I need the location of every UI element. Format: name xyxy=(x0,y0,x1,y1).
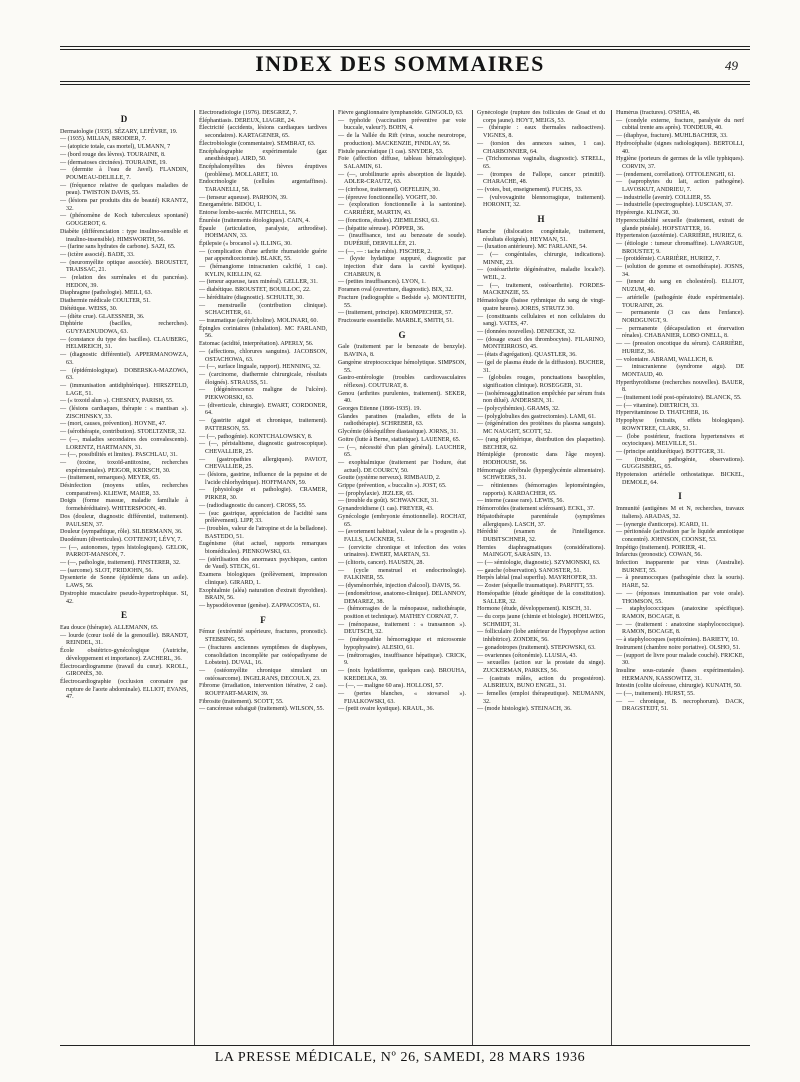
title-rule-inner xyxy=(60,84,750,85)
index-entry: Hérédité (examen de l'intelligence. DUBITSCHNER, 32. xyxy=(477,529,605,543)
section-letter: I xyxy=(678,491,682,502)
index-entry: — (clitoris, cancer). HAUSEN, 28. xyxy=(338,560,424,567)
index-entry: — (fréquence relative de quelques maladies de peau). TWISTON DAVIS, 55. xyxy=(60,182,188,197)
index-entry: — (lésions par produits dits de beauté) KRANTZ, 32. xyxy=(60,198,188,212)
index-entry: — — chronique, B. necrophorum). DACK, DRAGSTEDT, 51. xyxy=(616,698,744,713)
index-entry: — Zoster (séquelle traumatique). PARFITT, 55. xyxy=(477,583,594,590)
index-entry: — menstruelle (contribution clinique). SCHACHTER, 61. xyxy=(199,302,327,317)
index-entry: — (relation des surrénales et du pancréas). HEDON, 39. xyxy=(60,275,188,289)
index-entry: — (cirrhose, traitement). OEFELEIN, 30. xyxy=(338,187,440,194)
index-entry: — (atopicie totale, cas mortel), ULMANN, 7 xyxy=(60,144,171,151)
index-entry: — (dysménorrhée, injection d'alcool). DAVIS, 56. xyxy=(338,583,461,590)
index-entry: — (épidémiologique). DOBERSKA-MAZOWA, 63. xyxy=(60,367,188,382)
index-entry: — (diagnostic différentiel). APPERMANOWZA, 63. xyxy=(60,352,188,366)
index-entry: — permanente (3 cas dans l'enfance). NORDGUNGT, 9. xyxy=(616,310,744,324)
index-entry: — (luxation antérieure). MC FARLANE, 54. xyxy=(477,244,587,251)
index-entry: — permanente (décapsulation et énervation rénales). CHABANIER, LOBO ONELL, 8. xyxy=(616,325,744,340)
index-entry: Épaule (articulation, paralysie, arthrodèse). HOHMANN, 33. xyxy=(199,225,327,240)
index-entry: Goitre (lutte à Berne, statistique). LAUENER, 65. xyxy=(338,436,461,443)
index-entry: — (castrats mâles, action du progestéron). ALBRIEUX, BUNO ENGEL, 31. xyxy=(477,675,605,690)
index-entry: — (globules rouges, ponctuations basophiles, signification clinique). ROSEGGER, 31. xyxy=(477,375,605,389)
index-entry: — (kyste hydatique suppuré, diagnostic par injection d'air dans la cavité kystique). CHABRUN, 8. xyxy=(338,256,466,278)
index-entry: — (fonctions, études). ZIEMILESKI, 63. xyxy=(338,217,439,224)
index-entry: Herpès labial (mal superflu). MAYRHOFER, 33. xyxy=(477,575,597,582)
index-entry: — (stérilisation des anormaux psychiques, canton de Vaud). STECK, 61. xyxy=(199,556,327,571)
index-entry: Goutte (système nerveux). RIMBAUD, 2. xyxy=(338,475,441,482)
index-entry: — (— congénitales, chirurgie, indications). MINNE, 23. xyxy=(477,251,605,266)
index-entry: Examens biologiques (prélèvement, impression clinique). GIRARD, 1. xyxy=(199,572,327,586)
index-entry: Douleur (sympathique, rôle). SILBERMANN, 36. xyxy=(60,529,183,536)
index-entry: — (principe antidiurétique). BOTTGER, 31. xyxy=(616,448,725,455)
index-entry: Désinfection (moyens utiles, recherches comparatives). KLIEWE, MAIER, 33. xyxy=(60,483,188,497)
index-entry: — (ménopause, traitement : « transannon »). DEUTSCH, 32. xyxy=(338,621,466,636)
index-entry: — (lobe postérieur, fractions hypertensives et ocytociques). MELVILLE, 51. xyxy=(616,433,744,448)
index-entry: — exophtalmique (traitement par l'iodure, état actuel). DE COURCY, 50. xyxy=(338,459,466,474)
index-entry: — (neuromyélite optique associée). BROUSTET, TRAISSAC, 21. xyxy=(60,259,188,274)
index-entry: Hémorragie cérébrale (hyperglycémie alimentaire). SCHWEERS, 31. xyxy=(477,467,605,482)
index-entry: — cancéreuse subaiguë (traitement). WILSON, 55. xyxy=(199,706,325,713)
section-letter: E xyxy=(120,610,127,621)
index-entry: — (gastropathies allergiques). PAVIOT, CHEVALLIER, 25. xyxy=(199,456,327,471)
index-entry: — (trouble du goût). SCHWANCKE, 31. xyxy=(338,498,439,505)
index-entry: — (constituants cellulaires et non cellulaires du sang). YATES, 47. xyxy=(477,313,605,328)
index-entry: — (constance du type des bacilles). CLAUBERG, HELMREICH, 31. xyxy=(60,336,188,351)
index-entry: — (trouble, pathogénie, observations). GUGGISBERG, 65. xyxy=(616,456,744,471)
index-entry: Gangrène streptococcique hémolytique. SIMPSON, 55. xyxy=(338,359,466,374)
index-entry: — (—, urobilinurie après absorption de liquide). ADLER-CRAUTZ, 63. xyxy=(338,171,466,186)
index-entry: — (— vitamine). DIETRICH, 33. xyxy=(616,402,699,409)
index-entry: — — (traitement : anatoxine staphylococcique). RAMON, BOCAGE, 8. xyxy=(616,621,744,636)
index-entry: Gynécologie (rupture des follicules de Graaf et du corps jaune). HOYT, MEIGS, 53. xyxy=(477,110,605,124)
index-entry: Hémiplégie (pronostic dans l'âge moyen). HODHOUSE, 56. xyxy=(477,452,605,466)
index-entry: Fibrosite (traitement). SCOTT, 55. xyxy=(199,698,284,705)
index-entry: — (condyle externe, fracture, paralysie du nerf cubital trente ans après). TONDEUR, 40. xyxy=(616,117,744,132)
index-entry: École obstétrico-gynécologique (Autriche, développement et importance). ZACHERL, 36. xyxy=(60,648,188,662)
index-entry: Hanche (dislocation congénitale, traitement, résultats éloignés). HEYMAN, 51. xyxy=(477,228,605,243)
title-rule xyxy=(60,81,750,82)
index-entry: — (ictère associé). BADE, 33. xyxy=(60,251,135,258)
index-entry: Glycémie (déséquilibre diastasique). JORNS, 31. xyxy=(338,429,458,436)
index-entry: — du corps jaune (chimie et biologie). HOHLWEG, SCHMIDT, 31. xyxy=(477,614,605,628)
index-entry: Foie (affection diffuse, tableau hématologique). SALAMIN, 61. xyxy=(338,156,466,170)
index-entry: Foramen oval (ouverture, diagnostic). BIX, 32. xyxy=(338,287,453,294)
page-title: INDEX DES SOMMAIRES xyxy=(255,51,545,76)
section-letter: H xyxy=(537,214,545,225)
index-entry: Fémur (extrémité supérieure, fractures, pronostic). STEBBING, 55. xyxy=(199,629,327,644)
index-entry: — (radiodiagnostic du cancer). CROSS, 55. xyxy=(199,502,307,509)
index-entry: Insuline sous-cutanée (bases expérimentales). HERMANN, KASSOWITZ, 31. xyxy=(616,667,744,682)
index-entry: — (teneur du sang en cholestérol). ELLIOT, NUZUM, 40. xyxy=(616,279,744,294)
index-entry: Hypotension artérielle orthostatique. BICKEL, DEMOLE, 64. xyxy=(616,472,744,486)
index-entry: Dos (douleur, diagnostic différentiel, traitement). PAULSEN, 37. xyxy=(60,513,188,528)
index-entry: — (—, traitement). HURST, 55. xyxy=(616,691,695,698)
index-entry: — (insuffisance, test au benzoate de soude). DUPÉRIÉ, DERVILLÉE, 21. xyxy=(338,233,466,247)
index-entry: — (protidémie). CARRIÈRE, HURIEZ, 7. xyxy=(616,256,721,263)
index-entry: Encéphalographie expérimentale (gaz anesthésique). AIRD, 50. xyxy=(199,148,327,163)
index-entry: — (physiologie et pathologie). CRAMER, PIRKER, 30. xyxy=(199,487,327,502)
bottom-rule xyxy=(60,1045,750,1046)
index-entry: — (traitement iodé post-opératoire). BLANCK, 55. xyxy=(616,395,742,402)
index-entry: — (gel de plasma étude de la diffusion). BUCHER, 31. xyxy=(477,359,605,374)
index-entry: — (—, nécessité d'un plan général). LAUCHER, 65. xyxy=(338,444,466,459)
index-entry: — (mort, causes, prévention). HOYNE, 47. xyxy=(60,421,167,428)
index-entry: Gastro-entérologie (troubles cardiovasculaires réflexes). COUTURAT, 8. xyxy=(338,375,466,389)
index-entry: — (dermatoses circinées). TOURAINE, 19. xyxy=(60,159,167,166)
index-entry: — (endométriose, anatomo-clinique). DELANNOY, DEMAREZ, 38. xyxy=(338,590,466,605)
index-entry: Électrobiologie (commentaire). SEMBRAT, 63. xyxy=(199,140,316,147)
index-entry: Intestin (colite ulcéreuse, chirurgie). KUNATH, 50. xyxy=(616,683,742,690)
index-entry: — industrielle (spectrographie). LUSCIAN, 37. xyxy=(616,202,733,209)
index-entry: — (traitement, remarques). MEYER, 65. xyxy=(60,475,160,482)
index-entry: — typhoïde (vaccination préventive par voie buccale, valeur?). BOHN, 4. xyxy=(338,117,466,132)
index-entry: — à pneumocoques (pathogénie chez la souris). HARE, 52. xyxy=(616,575,744,590)
index-entry: — (régénération des protéines du plasma sanguin). MC NAUGHT, SCOTT, 52. xyxy=(477,421,605,436)
index-entry: — (— sémiologie, diagnostic). SZYMONSKI, 63. xyxy=(477,560,601,567)
index-entry: — (—, autonomes, types histologiques). GELOK, PARROT-MANSON, 7. xyxy=(60,544,188,559)
index-entry: — (hépatite séreuse). PÖPPER, 36. xyxy=(338,225,425,232)
index-entry: — staphylococciques (anatoxine spécifique). RAMON, BOCAGE, 8. xyxy=(616,606,744,620)
page-number: 49 xyxy=(725,58,738,73)
index-entry: — folliculaire (lobe antérieur de l'hypophyse action inhibitrice). ZONDEK, 56. xyxy=(477,629,605,644)
index-entry: — lourde (cœur isolé de la grenouille). BRANDT, REINDEL, 31. xyxy=(60,632,188,647)
index-entry: Grippe (prévention, « buccalin »). JOST, 65. xyxy=(338,483,447,490)
index-entry: — (teneur aqueuse, taux minéral). GELLER, 31. xyxy=(199,279,318,286)
index-entry: — (trompes de Fallope, cancer primitif). CHARACHE, 48. xyxy=(477,171,605,186)
index-column-1 xyxy=(60,110,188,1045)
index-entry: — (1935). MILIAN, BRODIER, 7. xyxy=(60,136,147,143)
index-entry: — (étiologie : tumeur chromaffine). LAVARGUE, BROUSTET, 9. xyxy=(616,240,744,255)
section-letter: G xyxy=(398,329,406,340)
index-entry: Gale (traitement par le benzoate de benzyle). BAVINA, 8. xyxy=(338,344,466,359)
index-entry: — (noix hydatiforme, quelques cas). BROUHA, KREDELKA, 39. xyxy=(338,667,466,682)
index-entry: Électricité (accidents, lésions cardiaques tardives secondaires). KARTAGENER, 65. xyxy=(199,125,327,140)
index-entry: — (avortement habituel, valeur de la « progestin »). FALLS, LACKNER, 51. xyxy=(338,529,466,543)
index-entry: Georges Etienne (1866-1935). 19. xyxy=(338,406,421,413)
index-entry: — (sarcome). SLOT, FRIDJOHN, 56. xyxy=(60,567,153,574)
index-entry: Gynécologie (embryonie émotionnelle). ROCHAT, 65. xyxy=(338,513,466,528)
index-entry: — (fractures anciennes symptômes de diaphyses, consolidation incomplète par ostéopathysme de Lobstein). DUVAL, 16. xyxy=(199,644,327,667)
index-entry: Eau douce (thérapie). ALLEMANN, 65. xyxy=(60,625,159,631)
index-entry: Fracture (radiographie « Bedside »). MONTEITH, 55. xyxy=(338,294,466,309)
index-entry: — (hémorragies de la ménopause, radiothérapie, position et technique). MATHEY CORNAT, 7. xyxy=(338,606,466,620)
index-entry: Électrocardiographie (occlusion coronaire par rupture de l'aorte abdominale). ELLIOT, EVANS, 47. xyxy=(60,678,188,701)
index-entry: Fièvre ganglionnaire lymphanoïde. GINGOLD, 63. xyxy=(338,110,464,116)
index-entry: Épingles coriniaires (inhalation). MC FARLAND, 56. xyxy=(199,325,327,340)
index-entry: — (prophylaxie). JEZLER, 65. xyxy=(338,490,414,497)
index-entry: — (support de livre pour malade couché). FRICKE, 30. xyxy=(616,652,744,667)
index-entry: — (dosage exact des thrombocytes). FILARINO, MONTEIRROSO, 45. xyxy=(477,336,605,351)
index-entry: — (cycle menstruel et endocrinologie). FALKINER, 55. xyxy=(338,567,466,582)
index-entry: — (isohémoagglutination empêchée par sérum frais non dilué). ANDERSEN, 31. xyxy=(477,390,605,405)
index-entry: — (cervicite chronique et infection des voies urinaires). EWERT, MARTAN, 53. xyxy=(338,544,466,559)
index-entry: — (vulvovaginite blennorragique, traitement). HORONIT, 32. xyxy=(477,194,605,209)
index-entry: — (« toxoid alun »). CHESNEY, PARISH, 55. xyxy=(60,398,174,405)
index-entry: — (mode histologie). STEINACH, 36. xyxy=(477,706,572,713)
column-separator xyxy=(611,110,612,1045)
index-entry: — héréditaire (diagnostic). SCHULTE, 30. xyxy=(199,294,304,301)
index-entry: Fibrome (irradiation, intervention itérative, 2 cas). ROUFFART-MARIN, 39. xyxy=(199,683,327,698)
index-entry: — (rang périphérique, distribution des plaquettes). BECHER, 62. xyxy=(477,436,605,451)
index-entry: — intracranienne (syndrome aigu). DE MONTAUD, 40. xyxy=(616,364,744,378)
index-entry: Instrument (chambre noire portative). OLSHO, 51. xyxy=(616,644,741,651)
index-entry: Hypophyse (extraits, effets biologiques). ROWNTREE, CLARK, 51. xyxy=(616,418,744,432)
index-entry: Gynandroïdisme (1 cas). FREYER, 43. xyxy=(338,506,434,513)
top-rule xyxy=(60,46,750,47)
index-entry: Éléphantiasis. DEREUX, LIAGRE, 24. xyxy=(199,117,296,124)
index-entry: — péritonéale (activation par le liquide amniotique concentré). JOHNSON, COONSE, 53. xyxy=(616,529,744,543)
column-separator xyxy=(194,110,195,1045)
index-entry: Hépatothérapie parentérale (symptômes allergiques). LASCH, 37. xyxy=(477,513,605,528)
index-entry: Hormone (étude, développement). KISCH, 31. xyxy=(477,606,592,613)
index-entry: — (—, pathologie, traitement). FINSTERER, 32. xyxy=(60,560,181,567)
index-entry: — — (réponses immunisation par voie orale). THOMSON, 55. xyxy=(616,590,744,605)
index-entry: Fistule pancréatique (1 cas). SNYDER, 53. xyxy=(338,148,444,155)
index-entry: — (gastrite aiguë et chronique, traitement). PATTERSON, 55. xyxy=(199,418,327,432)
index-entry: — (sérothérapie, contribution). STOELTZNER, 32. xyxy=(60,429,186,436)
index-entry: Endocrinologie (cellules argentaffines). TARANELLI, 58. xyxy=(199,179,327,194)
index-entry: Eugénisme (état actuel, rapports remarques biomédicales). PIENKOWSKI, 63. xyxy=(199,541,327,556)
index-entry: Hernies diaphragmatiques (considérations). MAINGOT, SARASIN, 13. xyxy=(477,544,605,559)
index-entry: — sexuelles (action sur la prostate du singe). ZUCKERMAN, PARKES, 56. xyxy=(477,660,605,674)
index-entry: Hypertension (azotémie). CARRIÈRE, HURIEZ, 6. xyxy=(616,233,743,240)
index-entry: — (synergie d'anticorps). ICARD, 11. xyxy=(616,521,709,528)
index-entry: — ovariennes (cétonémie). LLUSIA, 43. xyxy=(477,652,578,659)
index-entry: — (farine sans hydrates de carbone). SAZI, 65. xyxy=(60,244,176,251)
index-entry: — (données nouvelles). DENECKE, 32. xyxy=(477,328,576,335)
index-entry: — de la Vallée du Rift (virus, souche neurotrope, production). MACKENZIE, FINDLAY, 56. xyxy=(338,133,466,147)
index-column-5 xyxy=(616,110,744,1045)
index-entry: Hyperexcitabilité sexuelle (traitement, extrait de glande pinéale). HOFSTATTER, 16. xyxy=(616,217,744,232)
index-entry: Dystrophie musculaire pseudo-hypertrophique. SI, 42. xyxy=(60,590,188,605)
index-entry: — (complication d'une arthrite rhumatoïde guérie par appendicectomie). BLAKE, 55. xyxy=(199,248,327,263)
index-entry: Infection inapparente par virus (Australie). BURNET, 55. xyxy=(616,560,744,574)
index-entry: — (solution de gomme et osmothérapie). JOSNS, 34. xyxy=(616,264,744,278)
index-entry: — artérielle (pathogénie étude expérimentale). TOURAINE, 26. xyxy=(616,294,744,309)
index-entry: — (états d'agrégation). QUASTLER, 36. xyxy=(477,352,577,359)
index-entry: — (exploration fonctionnelle à la santonine). CARRIÈRE, MARTIN, 43. xyxy=(338,202,466,217)
index-entry: — (—, — maligne 60 ans). HOLLOSI, 57. xyxy=(338,683,444,690)
index-entry: — (thérapie : eaux thermales radioactives). VIGNES, 8. xyxy=(477,125,605,140)
index-entry: — (—, possibilités et limites). PASCHLAU, 31. xyxy=(60,452,178,459)
index-entry: Genou (arthrites purulentes, traitement). SEKER, 40. xyxy=(338,390,466,405)
index-entry: — (—, pathogénie). KONTCHALOWSKY, 8. xyxy=(199,433,313,440)
index-entry: — (lésions, gastrine, influence de la pepsine et de l'acide chlorhydrique). HOFFMANN, 59. xyxy=(199,472,327,486)
index-entry: — femelles (emploi thérapeutique). NEUMANN, 32. xyxy=(477,691,605,705)
index-entry: — à staphylocoques (septicémies). BARIETY, 10. xyxy=(616,637,739,644)
index-entry: — (rendement, corrélation). OTTOLENGHI, 61. xyxy=(616,171,736,178)
index-entry: Infarctus (pronostic). COWAN, 56. xyxy=(616,552,702,559)
index-entry: — (phénomène de Koch tuberculeux spontané) GOUGEROT, 6. xyxy=(60,213,188,228)
index-entry: — (ostéoarthrite dégénérative, maladie locale?). WEIL, 2. xyxy=(477,267,605,282)
index-entry: — (—, traitement, ostéoarthrite). FORDES-MACKENZIE, 55. xyxy=(477,282,605,297)
index-entry: — (dégénérescence maligne de l'ulcère). PIEKWORSKI, 63. xyxy=(199,387,327,402)
index-entry: — (diète crue). GLAESSNER, 36. xyxy=(60,313,145,320)
index-entry: Fructosurie essentielle. MARBLE, SMITH, 51. xyxy=(338,317,454,324)
index-entry: — volontaire. ABRAMI, WALLICH, 8. xyxy=(616,356,714,363)
index-entry: Immunité (antigènes M et N, recherches, travaux italiens). ARADAS, 32. xyxy=(616,506,744,520)
index-entry: — (polycythémies). GRAMS, 32. xyxy=(477,406,560,413)
index-entry: — (pertes blanches, « stovarsol »). FIJALKOWSKI, 63. xyxy=(338,691,466,705)
index-entry: Hémorroïdes (traitement sclérosant). ECKL, 37. xyxy=(477,506,595,513)
index-entry: — (Trichomonas vaginalis, diagnostic). STRELL, 65. xyxy=(477,156,605,170)
index-entry: — rétiniennes (hémorragies leptoméningées, rapports). KARDACHER, 65. xyxy=(477,483,605,497)
index-entry: — (métropathie hémorragique et microsomie hypophysaire). ALESIO, 61. xyxy=(338,637,466,651)
index-entry: Dermatologie (1935). SÉZARY, LEFÈVRE, 19. xyxy=(60,128,178,135)
index-entry: — (bord rouge des lèvres). TOURAINE, 8. xyxy=(60,151,166,158)
index-entry: — (—, maladies secondaires des convalescents). LORENTZ, HARTMANN, 31. xyxy=(60,436,188,451)
page-footer: LA PRESSE MÉDICALE, Nº 26, SAMEDI, 28 MARS 1936 xyxy=(214,1050,586,1065)
index-entry: Dysenterie de Sonne (épidémie dans un asile). LAWS, 56. xyxy=(60,575,188,590)
index-entry: — (toxine, toxoïd-antitoxine, recherches expérimentales). PEIGOR, KRIKSCH, 30. xyxy=(60,459,188,474)
index-entry: Diphtérie (bacilles, recherches). GUYFAENUDOWA, 63. xyxy=(60,321,188,335)
section-letter: F xyxy=(260,614,266,625)
index-entry: Humérus (fractures). O'SHEA, 48. xyxy=(616,110,701,116)
index-entry: Électroradiologie (1976). DESGREZ, 7. xyxy=(199,110,298,116)
index-entry: Hypérergie. KLINGE, 30. xyxy=(616,210,680,217)
index-entry: Energamétrie. BIDOU, 1. xyxy=(199,202,262,209)
index-entry: — — (pression oncotique du sérum). CARRIÈRE, HURIEZ, 36. xyxy=(616,341,744,355)
index-entry: — (—, — : tache rubis). FISCHER, 2. xyxy=(338,248,432,255)
index-entry: — (petit ovaire kystique). KRAUL, 36. xyxy=(338,706,435,713)
index-entry: — (saprophytes du lait, action pathogène). LAVOSKUT, ANDRIEU, 7. xyxy=(616,179,744,194)
index-entry: — hypsodéiovenue (genèse). ZAPPACOSTA, 61. xyxy=(199,603,321,609)
top-rule-inner xyxy=(60,49,750,50)
index-entry: Duodénum (diverticules). COTTENOT, LÉVY, 7. xyxy=(60,536,182,543)
index-entry: Exophtalmie (aléa) naturation d'extrait thyroïdien). BRAIN, 56. xyxy=(199,587,327,602)
index-entry: Diathermie médicale COULTER, 51. xyxy=(60,298,151,305)
index-entry: — (petites insuffisances). LYON, 1. xyxy=(338,279,426,286)
index-entry: Diététique. WEISS, 30. xyxy=(60,305,118,312)
index-entry: — industrielle (avenir). COLLIER, 55. xyxy=(616,194,712,201)
index-entry: Épilepsie (« brocanol »). ILLING, 30. xyxy=(199,240,292,247)
index-entry: — (immunisation antidiphtérique). HIRSZFELD, LAGE, 51. xyxy=(60,382,188,397)
index-entry: Diabète (différenciation : type insulino-sensible et insulino-insensible). HIMSWORTH, 56. xyxy=(60,228,188,243)
index-entry: — gauche (observation). SANOSTER, 51. xyxy=(477,567,582,574)
index-column-3 xyxy=(338,110,466,1045)
index-entry: — (—, péristaltisme, diagnostic gastroscopique). CHEVALLIER, 25. xyxy=(199,441,327,455)
index-entry: Glandes paratines (maladies, effets de la radiothérapie). SCHREBER, 63. xyxy=(338,413,466,428)
index-entry: Hygiène (porteurs de germes de la ville typhiques). CORVIN, 37. xyxy=(616,156,744,170)
index-entry: — (troubles, valeur de l'atropine et de la belladone). BASTEDO, 51. xyxy=(199,525,327,540)
index-entry: — (lésions cardiaques, thérapie : « mantisan »). ZISCHINSKY, 33. xyxy=(60,406,188,420)
index-entry: — (épreuve fonctionnelle). VOGHT, 30. xyxy=(338,194,438,201)
index-entry: — (ostéomyélite chronique simulant un ostéosarcome). INGELRANS, DECOULX, 23. xyxy=(199,667,327,682)
index-entry: Hyperthyroïdisme (recherches nouvelles). BAUER, 8. xyxy=(616,379,744,394)
index-entry: Électrocardiogramme (travail du cœur). KROLL, GIRONÈS, 30. xyxy=(60,663,188,678)
index-entry: — (voies, but, enseignement). FUCHS, 33. xyxy=(477,187,583,194)
index-entry: Encéphalomyélites des fièvres éruptives (problème). MOLLARET, 10. xyxy=(199,163,327,178)
index-column-4 xyxy=(477,110,605,1045)
index-entry: — (diverticule, chirurgie). EWART, CORDONER, 64. xyxy=(199,402,327,417)
index-entry: — (carcinome, diathermie chirurgicale, résultats éloignés). STRAUSS, 51. xyxy=(199,371,327,386)
index-entry: Entorse lombo-sacrée. MITCHELL, 56. xyxy=(199,210,297,217)
index-entry: — (traitement, principe). KROMPECHER, 57. xyxy=(338,310,453,317)
section-letter: D xyxy=(120,114,128,124)
index-entry: — diabétique. BROUSTET, BOUILLOC, 22. xyxy=(199,287,311,294)
index-entry: — (suc gastrique, appréciation de l'acidité sans prélèvement). LIPP, 33. xyxy=(199,510,327,525)
index-entry: — traumatique (acétylcholine). MOLINARI, 60. xyxy=(199,317,318,324)
index-entry: — (polyglobulies des gastrectomies). LAMI, 61. xyxy=(477,413,596,420)
index-column-2 xyxy=(199,110,327,1045)
index-entry: Diaphragme (pathologie). MEILI, 63. xyxy=(60,290,153,297)
index-entry: Doigts (forme massue, maladie familiale à formehéréditaire). WHITERSPOON, 49. xyxy=(60,498,188,513)
index-entry: — (torsion des annexes saines, 1 cas). CHARBONNIER, 64. xyxy=(477,140,605,155)
index-entry: — (diaphyse, fracture). MUHLBACHER, 33. xyxy=(616,133,728,140)
column-separator xyxy=(333,110,334,1045)
index-entry: Impétigo (traitement). POIRIER, 41. xyxy=(616,544,706,551)
index-entry: Hypervitaminose D. THATCHER, 16. xyxy=(616,410,710,417)
index-entry: — gonadotropes (traitement). STEPOWSKI, 63. xyxy=(477,644,596,651)
index-entry: — (affections, chlorures sanguins). JACOBSON, OSTACHOWA, 63. xyxy=(199,348,327,363)
index-entry: Homéopathie (étude génétique de la constitution). SALLER, 32. xyxy=(477,590,605,605)
index-entry: — (hémangiome intracranien calcifié, 1 cas). KYLIN, KIELLIN, 62. xyxy=(199,264,327,278)
index-entry: — interne (cause rare). LEWIS, 56. xyxy=(477,498,564,505)
index-entry: Hydrocéphalie (signes radiologiques). BERTOLLI, 40. xyxy=(616,140,744,155)
column-separator xyxy=(472,110,473,1045)
index-entry: Estomac (acidité, interprétation). APERLY, 56. xyxy=(199,341,314,348)
index-entry: — (métrorragies, insuffisance hépatique). CRICK, 9. xyxy=(338,652,466,667)
index-entry: Hématologie (baisse rythmique du sang de vingt-quatre heures). JORES, STRUTZ 30. xyxy=(477,298,605,312)
index-entry: — (dermite à l'eau de Javel). FLANDIN, POUMEAU-DELILLE, 7. xyxy=(60,167,188,181)
index-entry: — (—, surface linguale, rapport). HENNING, 32. xyxy=(199,364,321,371)
index-entry: — (tenseur aqueuse). PARHON, 39. xyxy=(199,194,288,201)
index-entry: Énurésie (traitements étiologiques). CAIN, 4. xyxy=(199,217,310,224)
